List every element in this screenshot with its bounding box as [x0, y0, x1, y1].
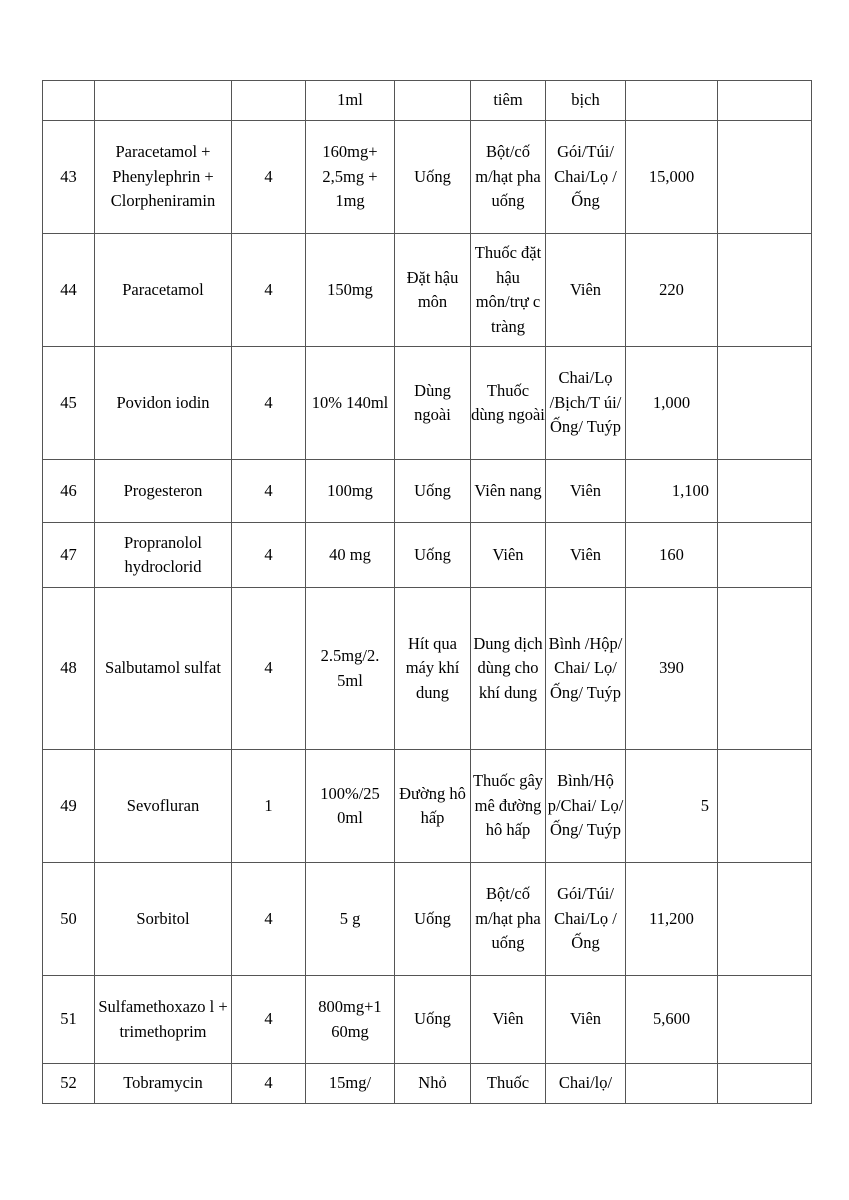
cell-note [718, 523, 812, 588]
cell-qty: 220 [626, 234, 718, 347]
cell-unit: Gói/Túi/ Chai/Lọ /Ống [546, 121, 626, 234]
cell-strength: 1ml [306, 81, 395, 121]
cell-unit: Viên [546, 976, 626, 1064]
cell-group: 4 [232, 588, 306, 750]
cell-route: Nhỏ [395, 1064, 471, 1104]
cell-note [718, 347, 812, 460]
cell-qty: 160 [626, 523, 718, 588]
cell-qty: 5,600 [626, 976, 718, 1064]
cell-group: 1 [232, 750, 306, 863]
cell-qty: 1,000 [626, 347, 718, 460]
cell-strength: 100%/25 0ml [306, 750, 395, 863]
cell-note [718, 81, 812, 121]
cell-unit: Bình/Hộ p/Chai/ Lọ/Ống/ Tuýp [546, 750, 626, 863]
cell-strength: 800mg+1 60mg [306, 976, 395, 1064]
cell-note [718, 1064, 812, 1104]
cell-no: 51 [43, 976, 95, 1064]
cell-route: Đặt hậu môn [395, 234, 471, 347]
cell-note [718, 976, 812, 1064]
cell-name: Sorbitol [95, 863, 232, 976]
cell-unit: bịch [546, 81, 626, 121]
cell-no: 50 [43, 863, 95, 976]
cell-strength: 100mg [306, 460, 395, 523]
cell-name: Propranolol hydroclorid [95, 523, 232, 588]
table-row [43, 976, 812, 1064]
cell-strength: 150mg [306, 234, 395, 347]
cell-no: 44 [43, 234, 95, 347]
cell-name: Sevofluran [95, 750, 232, 863]
cell-no: 43 [43, 121, 95, 234]
table-row [43, 1064, 812, 1104]
cell-form: Viên [471, 523, 546, 588]
cell-group: 4 [232, 863, 306, 976]
cell-unit: Bình /Hộp/ Chai/ Lọ/ Ống/ Tuýp [546, 588, 626, 750]
cell-form: Dung dịch dùng cho khí dung [471, 588, 546, 750]
table-row-partial [43, 81, 812, 121]
cell-strength: 15mg/ [306, 1064, 395, 1104]
cell-qty [626, 81, 718, 121]
cell-route [395, 81, 471, 121]
cell-no: 48 [43, 588, 95, 750]
cell-strength: 5 g [306, 863, 395, 976]
cell-strength: 160mg+ 2,5mg + 1mg [306, 121, 395, 234]
cell-note [718, 863, 812, 976]
cell-no: 47 [43, 523, 95, 588]
cell-form: Viên nang [471, 460, 546, 523]
cell-route: Đường hô hấp [395, 750, 471, 863]
cell-qty: 390 [626, 588, 718, 750]
cell-name: Sulfamethoxazo l + trimethoprim [95, 976, 232, 1064]
cell-qty [626, 1064, 718, 1104]
cell-name: Progesteron [95, 460, 232, 523]
cell-group [232, 81, 306, 121]
cell-form: Thuốc [471, 1064, 546, 1104]
table-row [43, 234, 812, 347]
cell-qty: 11,200 [626, 863, 718, 976]
cell-name: Povidon iodin [95, 347, 232, 460]
cell-unit: Viên [546, 523, 626, 588]
cell-note [718, 121, 812, 234]
cell-unit: Chai/Lọ /Bịch/T úi/Ống/ Tuýp [546, 347, 626, 460]
cell-no: 49 [43, 750, 95, 863]
cell-name: Salbutamol sulfat [95, 588, 232, 750]
cell-strength: 40 mg [306, 523, 395, 588]
cell-route: Uống [395, 976, 471, 1064]
cell-qty: 1,100 [626, 460, 718, 523]
cell-name: Tobramycin [95, 1064, 232, 1104]
cell-group: 4 [232, 347, 306, 460]
cell-form: Bột/cố m/hạt pha uống [471, 121, 546, 234]
cell-no: 52 [43, 1064, 95, 1104]
cell-group: 4 [232, 460, 306, 523]
cell-note [718, 460, 812, 523]
cell-unit: Viên [546, 234, 626, 347]
cell-name: Paracetamol [95, 234, 232, 347]
cell-form: Viên [471, 976, 546, 1064]
cell-form: Bột/cố m/hạt pha uống [471, 863, 546, 976]
cell-strength: 2.5mg/2. 5ml [306, 588, 395, 750]
cell-group: 4 [232, 976, 306, 1064]
cell-route: Uống [395, 121, 471, 234]
cell-unit: Gói/Túi/ Chai/Lọ /Ống [546, 863, 626, 976]
cell-form: Thuốc dùng ngoài [471, 347, 546, 460]
cell-route: Uống [395, 863, 471, 976]
cell-group: 4 [232, 121, 306, 234]
cell-qty: 15,000 [626, 121, 718, 234]
cell-note [718, 588, 812, 750]
cell-group: 4 [232, 523, 306, 588]
table-row [43, 460, 812, 523]
cell-no: 46 [43, 460, 95, 523]
cell-group: 4 [232, 1064, 306, 1104]
cell-form: Thuốc gây mê đường hô hấp [471, 750, 546, 863]
table-row [43, 347, 812, 460]
cell-route: Uống [395, 523, 471, 588]
cell-note [718, 750, 812, 863]
drug-table [42, 80, 812, 1104]
table-row [43, 121, 812, 234]
cell-strength: 10% 140ml [306, 347, 395, 460]
cell-route: Uống [395, 460, 471, 523]
cell-unit: Chai/lọ/ [546, 1064, 626, 1104]
cell-form: Thuốc đặt hậu môn/trự c tràng [471, 234, 546, 347]
cell-route: Dùng ngoài [395, 347, 471, 460]
cell-no: 45 [43, 347, 95, 460]
cell-group: 4 [232, 234, 306, 347]
cell-unit: Viên [546, 460, 626, 523]
table-row [43, 863, 812, 976]
cell-note [718, 234, 812, 347]
cell-qty: 5 [626, 750, 718, 863]
table-row [43, 523, 812, 588]
cell-name [95, 81, 232, 121]
cell-route: Hít qua máy khí dung [395, 588, 471, 750]
table-row [43, 750, 812, 863]
table-row [43, 588, 812, 750]
cell-name: Paracetamol + Phenylephrin + Clorpheniramin [95, 121, 232, 234]
cell-form: tiêm [471, 81, 546, 121]
cell-no [43, 81, 95, 121]
